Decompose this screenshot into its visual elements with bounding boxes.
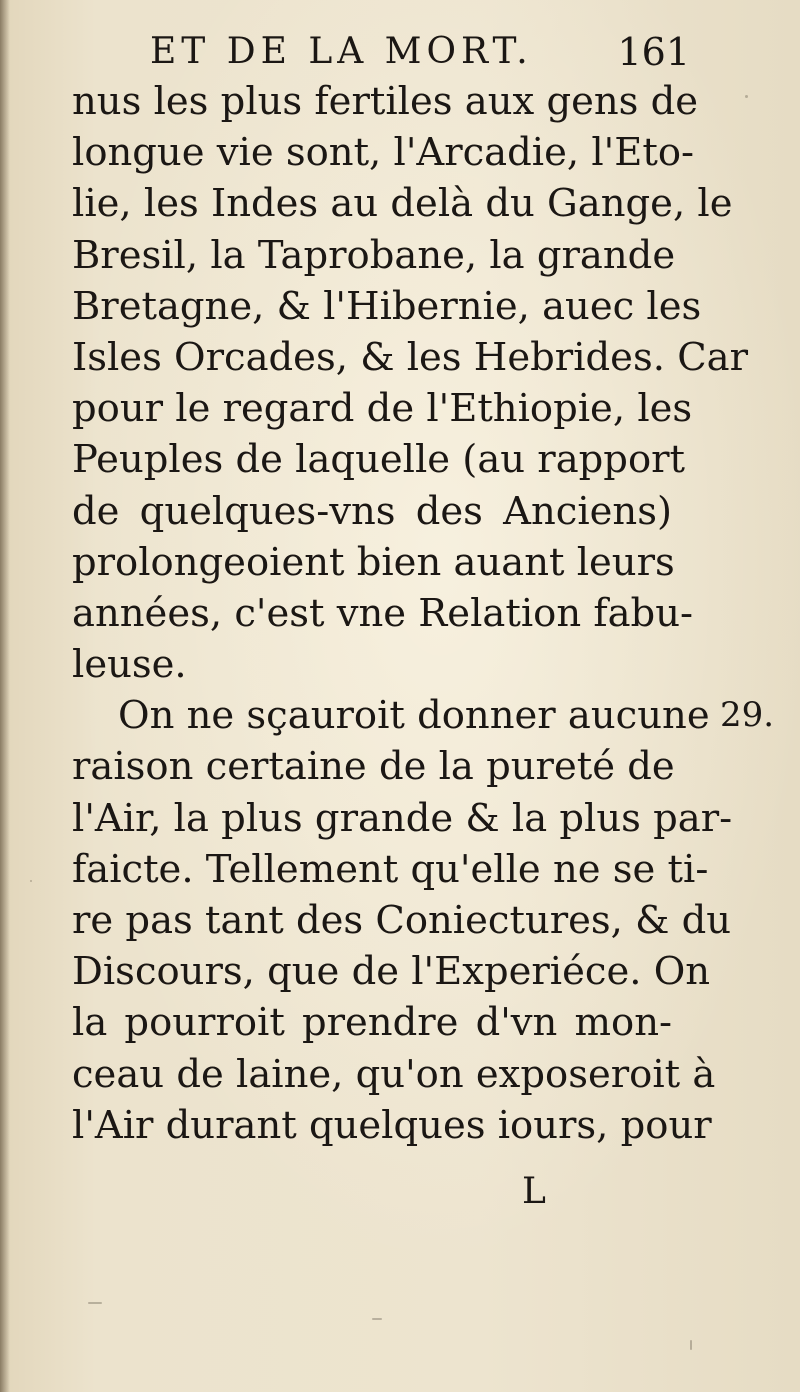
- paragraph-start-line: On ne sçauroit donner aucune: [118, 693, 710, 739]
- text-line: prolongeoient bien auant leurs: [72, 539, 675, 585]
- text-line: ceau de laine, qu'on exposeroit à: [72, 1051, 716, 1097]
- paper-speck: [745, 95, 748, 98]
- text-line: la pourroit prendre d'vn mon-: [72, 1000, 672, 1046]
- running-head: ET DE LA MORT.: [150, 31, 533, 72]
- signature-mark: L: [522, 1171, 546, 1212]
- page-header: [150, 28, 690, 76]
- text-line: faicte. Tellement qu'elle ne se ti-: [72, 846, 709, 892]
- text-line: nus les plus fertiles aux gens de: [72, 79, 699, 124]
- paper-speck: [690, 1340, 692, 1350]
- text-line: pour le regard de l'Ethiopie, les: [72, 386, 693, 432]
- gutter-shadow: [0, 0, 10, 1392]
- paper-speck: [88, 1302, 102, 1304]
- paper-speck: [30, 880, 32, 882]
- text-line: Bresil, la Taprobane, la grande: [72, 232, 676, 278]
- paper-speck: [372, 1318, 382, 1320]
- marginal-note: 29.: [720, 695, 775, 735]
- page-number: 161: [617, 30, 690, 74]
- text-line: Isles Orcades, & les Hebrides. Car: [72, 334, 749, 380]
- text-line: Discours, que de l'Experiéce. On: [72, 949, 711, 995]
- text-line: années, c'est vne Relation fabu-: [72, 590, 694, 636]
- text-line: l'Air durant quelques iours, pour: [72, 1102, 712, 1148]
- text-line: raison certaine de la pureté de: [72, 744, 675, 790]
- text-line: re pas tant des Coniectures, & du: [72, 898, 732, 943]
- text-line: leuse.: [72, 642, 187, 688]
- text-line: Bretagne, & l'Hibernie, auec les: [72, 283, 702, 329]
- text-line: de quelques-vns des Anciens): [72, 488, 672, 534]
- text-line: lie, les Indes au delà du Gange, le: [72, 181, 733, 227]
- text-line: l'Air, la plus grande & la plus par-: [72, 795, 733, 841]
- text-line: longue vie sont, l'Arcadie, l'Eto-: [72, 130, 695, 176]
- text-line: Peuples de laquelle (au rapport: [72, 437, 686, 483]
